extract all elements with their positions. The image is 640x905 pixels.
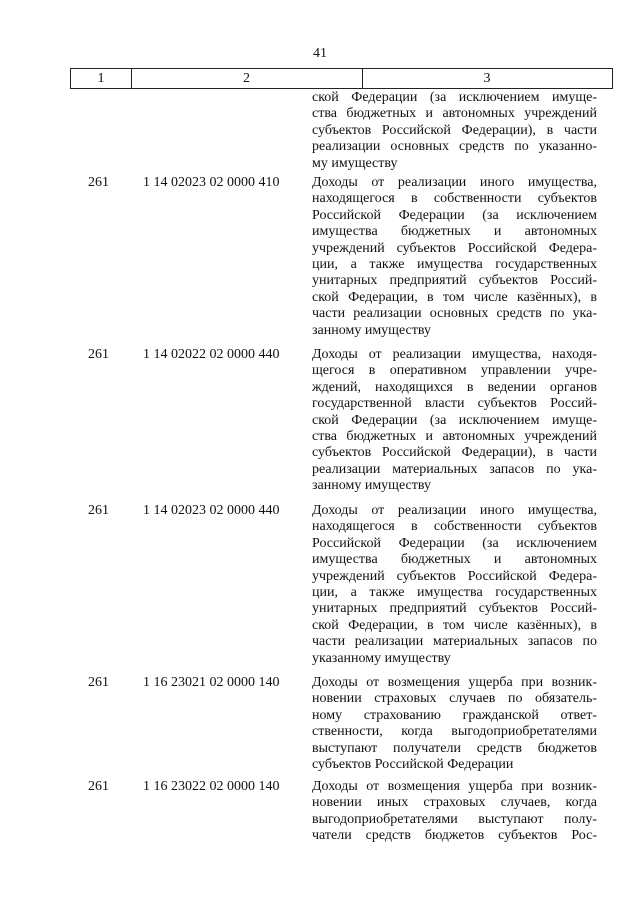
row-description bbox=[312, 175, 597, 339]
description-line: ждений, находящихся в ведении органов bbox=[312, 379, 597, 395]
description-line: ской Федерации (за исключением имуще- bbox=[312, 90, 597, 105]
row-description bbox=[312, 90, 597, 172]
header-col-2: 2 bbox=[131, 69, 363, 88]
description-line: государственной власти субъектов Россий- bbox=[312, 396, 597, 412]
admin-code: 261 bbox=[88, 779, 109, 794]
description-line: Доходы от возмещения ущерба при возник- bbox=[312, 779, 597, 794]
description-line: Доходы от реализации иного имущества, bbox=[312, 175, 597, 190]
description-line: субъектов Российской Федерации), в части bbox=[312, 122, 597, 138]
page-number: 41 bbox=[313, 46, 327, 61]
header-col-1: 1 bbox=[71, 69, 132, 88]
description-line: части реализации материальных запасов по bbox=[312, 634, 597, 650]
description-line: находящегося в собственности субъектов bbox=[312, 191, 597, 207]
description-line: субъектов Российской Федерации), в части bbox=[312, 445, 597, 461]
revenue-code: 1 14 02023 02 0000 410 bbox=[143, 175, 280, 190]
description-line: унитарных предприятий субъектов Россий- bbox=[312, 273, 597, 289]
description-line: му имуществу bbox=[312, 155, 398, 171]
description-line: ской Федерации, в том числе казённых), в bbox=[312, 617, 597, 633]
description-line: Доходы от возмещения ущерба при возник- bbox=[312, 675, 597, 690]
description-line: чатели средств бюджетов субъектов Рос- bbox=[312, 828, 597, 844]
table-header bbox=[70, 68, 613, 89]
admin-code: 261 bbox=[88, 175, 109, 190]
description-line: учреждений субъектов Российской Федера- bbox=[312, 240, 597, 256]
revenue-code: 1 16 23022 02 0000 140 bbox=[143, 779, 280, 794]
description-line: Доходы от реализации иного имущества, bbox=[312, 503, 597, 518]
description-line: ному страхованию гражданской ответ- bbox=[312, 707, 597, 723]
description-line: реализации материальных запасов по ука- bbox=[312, 461, 597, 477]
description-line: имущества бюджетных и автономных bbox=[312, 552, 597, 568]
description-line: реализации основных средств по указанно- bbox=[312, 139, 597, 155]
description-line: ции, а также имущества государственных bbox=[312, 584, 597, 600]
description-line: части реализации основных средств по ука- bbox=[312, 306, 597, 322]
description-line: имущества бюджетных и автономных bbox=[312, 224, 597, 240]
revenue-code: 1 14 02023 02 0000 440 bbox=[143, 503, 280, 518]
description-line: новении иных страховых случаев, когда bbox=[312, 795, 597, 811]
description-line: выгодоприобретателями выступают полу- bbox=[312, 811, 597, 827]
row-description bbox=[312, 347, 597, 495]
description-line: Доходы от реализации имущества, находя- bbox=[312, 347, 597, 362]
row-description bbox=[312, 675, 597, 773]
description-line: щегося в оперативном управлении учре- bbox=[312, 363, 597, 379]
row-description bbox=[312, 503, 597, 667]
description-line: ства бюджетных и автономных учреждений bbox=[312, 106, 597, 122]
description-line: унитарных предприятий субъектов Россий- bbox=[312, 601, 597, 617]
description-line: субъектов Российской Федерации bbox=[312, 756, 514, 772]
header-col-3: 3 bbox=[483, 71, 491, 86]
description-line: указанному имуществу bbox=[312, 650, 451, 666]
description-line: новении страховых случаев по обязатель- bbox=[312, 691, 597, 707]
description-line: Российской Федерации (за исключением bbox=[312, 207, 597, 223]
description-line: ской Федерации, в том числе казённых), в bbox=[312, 289, 597, 305]
description-line: ской Федерации (за исключением имуще- bbox=[312, 412, 597, 428]
revenue-code: 1 16 23021 02 0000 140 bbox=[143, 675, 280, 690]
admin-code: 261 bbox=[88, 503, 109, 518]
description-line: находящегося в собственности субъектов bbox=[312, 519, 597, 535]
description-line: занному имуществу bbox=[312, 322, 431, 338]
admin-code: 261 bbox=[88, 347, 109, 362]
description-line: ственности, когда выгодоприобретателями bbox=[312, 724, 597, 740]
revenue-code: 1 14 02022 02 0000 440 bbox=[143, 347, 280, 362]
description-line: Российской Федерации (за исключением bbox=[312, 535, 597, 551]
description-line: занному имуществу bbox=[312, 478, 431, 494]
description-line: ства бюджетных и автономных учреждений bbox=[312, 428, 597, 444]
row-description bbox=[312, 779, 597, 845]
description-line: ции, а также имущества государственных bbox=[312, 256, 597, 272]
admin-code: 261 bbox=[88, 675, 109, 690]
description-line: учреждений субъектов Российской Федера- bbox=[312, 568, 597, 584]
description-line: выступают получатели средств бюджетов bbox=[312, 740, 597, 756]
